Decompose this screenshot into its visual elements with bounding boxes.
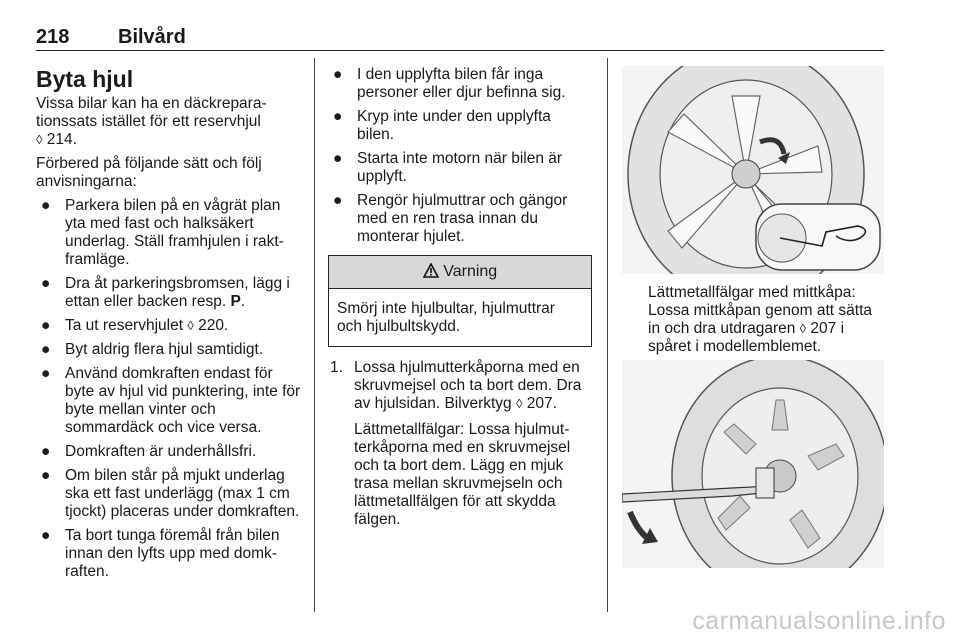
bullet-icon: ●: [333, 66, 343, 83]
bullet-icon: ●: [41, 275, 51, 292]
column-divider: [314, 58, 315, 612]
wheel-cap-illustration: [622, 66, 884, 274]
list-item: ● Om bilen står på mjukt underlag ska ett fast underlägg (max 1 cm tjockt) placeras under domkraften.: [41, 467, 300, 520]
bullet-icon: ●: [41, 365, 51, 382]
page-title: Byta hjul: [36, 66, 134, 92]
intro-paragraph: Vissa bilar kan ha en däckrepara-tionssats istället för ett reservhjul ◊ 214.: [36, 95, 267, 148]
left-column: [36, 66, 302, 587]
bullet-icon: ●: [333, 192, 343, 209]
reference-arrow-icon: ◊: [799, 321, 807, 336]
list-item: ● Byt aldrig flera hjul samtidigt.: [41, 341, 264, 358]
gear-p-label: P: [230, 293, 241, 310]
warning-header: [329, 256, 591, 289]
wheel-tool-illustration: [622, 360, 884, 568]
reference-arrow-icon: ◊: [36, 132, 43, 147]
prepare-paragraph: Förbered på följande sätt och följ anvisningarna:: [36, 155, 262, 190]
list-item: ● Starta inte motorn när bilen är upplyft.: [333, 150, 563, 185]
bullet-icon: ●: [41, 197, 51, 214]
step-subparagraph: Lättmetallfälgar: Lossa hjulmut-terkåporna med en skruvmejsel och ta bort dem. Lägg en mjuk trasa mellan skruvmejseln och lättmetallfälgen för att skydda fälgen.: [354, 421, 571, 528]
right-caption: Lättmetallfälgar med mittkåpa: Lossa mittkåpan genom att sätta in och dra utdragaren ◊ 207 i spåret i modellemblemet.: [648, 284, 873, 355]
bullet-icon: ●: [41, 317, 51, 334]
list-item: ● Parkera bilen på en vågrät plan yta med fast och halksäkert underlag. Ställ framhjulen i rakt-framläge.: [41, 197, 284, 268]
list-item: ● Rengör hjulmuttrar och gängor med en ren trasa innan du monterar hjulet.: [333, 192, 568, 245]
bullet-icon: ●: [333, 150, 343, 167]
list-item: ● Ta bort tunga föremål från bilen innan den lyfts upp med domk-raften.: [41, 527, 280, 580]
list-item: ● Domkraften är underhållsfri.: [41, 443, 257, 460]
warning-triangle-icon: [423, 263, 439, 278]
warning-box: [328, 255, 592, 347]
list-item: ● Ta ut reservhjulet ◊ 220.: [41, 317, 229, 334]
instruction-list: [36, 197, 302, 581]
warning-title: Varning: [443, 263, 498, 280]
list-item: ● Använd domkraften endast för byte av hjul vid punktering, inte för byte mellan vinter och sommardäck och vice versa.: [41, 365, 301, 436]
step-item: 1. Lossa hjulmutterkåporna med en skruvmejsel och ta bort dem. Dra av hjulsidan. Bilverktyg ◊ 207. Lättmetallfälgar: Lossa hjulmut-terkåporna med en skruvmejsel och ta bort dem. Lägg en mjuk trasa mellan skruvmejseln och lättmetallfälgen för att skydda fälgen.: [328, 359, 592, 529]
watermark-credit: carmanualsonline.info: [692, 607, 946, 635]
wheel-cap-drawing: [622, 66, 884, 274]
bullet-icon: ●: [333, 108, 343, 125]
bullet-icon: ●: [41, 467, 51, 484]
wheel-tool-drawing: [622, 360, 884, 568]
page-header: [36, 26, 884, 51]
page-reference[interactable]: 207.: [526, 395, 557, 412]
list-item: ● Dra åt parkeringsbromsen, lägg i ettan eller backen resp. P.: [41, 275, 290, 310]
reference-arrow-icon: ◊: [187, 318, 194, 333]
step-list: [328, 359, 592, 529]
reference-arrow-icon: ◊: [515, 396, 523, 411]
page-reference[interactable]: 207 i: [810, 320, 845, 337]
warning-text: Smörj inte hjulbultar, hjulmuttrar och hjulbultskydd.: [337, 300, 555, 335]
page-reference[interactable]: 214.: [46, 131, 77, 148]
section-title: Bilvård: [118, 26, 186, 48]
page-reference[interactable]: 220.: [198, 317, 229, 334]
page-number: 218: [36, 26, 70, 48]
list-item: ● Kryp inte under den upplyfta bilen.: [333, 108, 551, 143]
list-item: ● I den upplyfta bilen får inga personer eller djur befinna sig.: [333, 66, 566, 101]
column-divider: [607, 58, 608, 612]
bullet-icon: ●: [41, 341, 51, 358]
safety-list: [328, 66, 592, 246]
step-number: 1.: [330, 359, 343, 376]
middle-column: [328, 66, 592, 529]
bullet-icon: ●: [41, 443, 51, 460]
bullet-icon: ●: [41, 527, 51, 544]
